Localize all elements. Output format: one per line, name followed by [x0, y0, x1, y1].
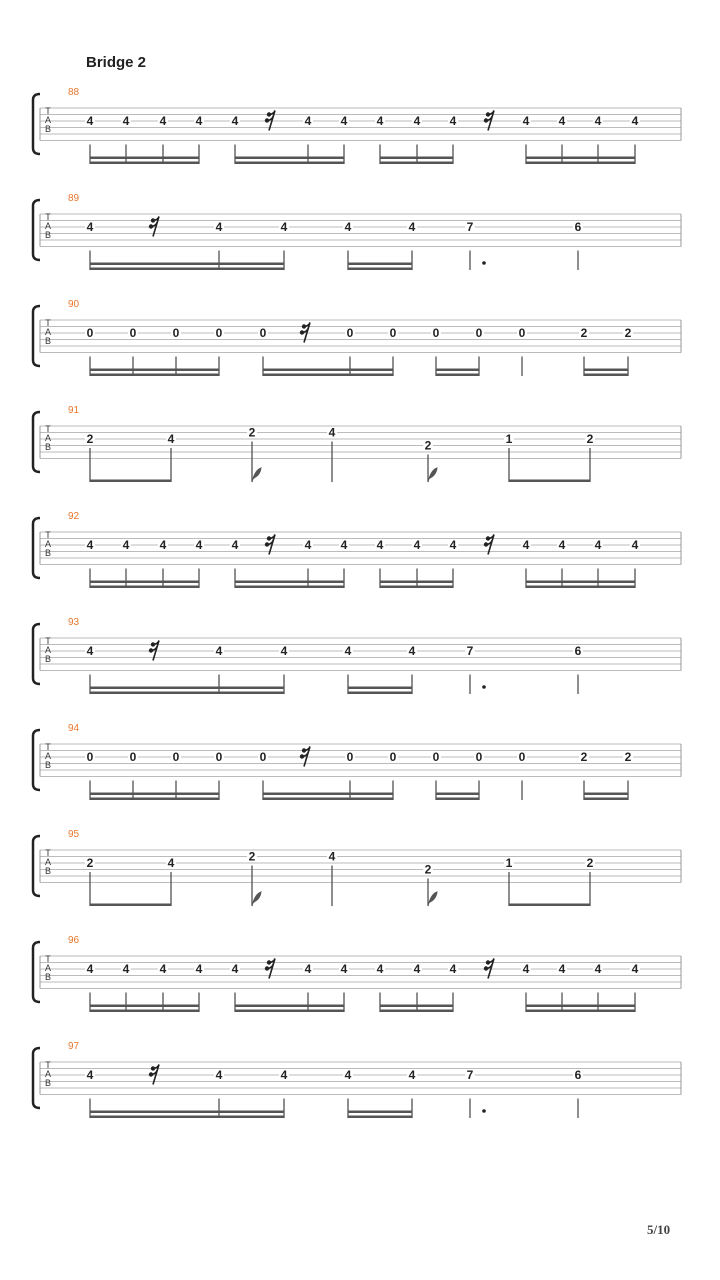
fret-number: 4	[280, 644, 288, 658]
note-beam	[90, 586, 199, 589]
tab-clef-letter: B	[44, 654, 52, 664]
fret-number: 0	[172, 750, 180, 764]
system-bracket	[33, 518, 40, 578]
note-beam	[509, 480, 590, 483]
note-beam	[348, 1111, 412, 1114]
system-bracket	[33, 836, 40, 896]
fret-number: 4	[231, 114, 239, 128]
fret-number: 6	[574, 644, 582, 658]
measure-97	[33, 1041, 681, 1118]
note-beam	[90, 157, 199, 160]
measure-95	[33, 829, 681, 906]
fret-number: 4	[631, 538, 639, 552]
fret-number: 4	[376, 538, 384, 552]
section-title: Bridge 2	[86, 54, 147, 71]
fret-number: 4	[408, 220, 416, 234]
tab-clef-letter: T	[45, 530, 51, 540]
fret-number: 4	[86, 114, 94, 128]
fret-number: 4	[195, 538, 203, 552]
note-beam	[235, 1010, 344, 1013]
tab-clef-letter: T	[45, 742, 51, 752]
note-beam	[436, 374, 479, 377]
fret-number: 0	[346, 326, 354, 340]
fret-number: 4	[340, 114, 348, 128]
system-bracket	[33, 942, 40, 1002]
fret-number: 2	[424, 862, 432, 877]
measure-number: 92	[68, 511, 80, 522]
note-beam	[235, 162, 344, 165]
tab-clef-letter: T	[45, 212, 51, 222]
measure-89	[33, 193, 681, 270]
note-beam	[380, 1010, 453, 1013]
fret-number: 4	[594, 538, 602, 552]
tab-clef-letter: A	[44, 115, 52, 125]
note-beam	[90, 1111, 284, 1114]
note-beam	[526, 586, 635, 589]
fret-number: 4	[344, 220, 352, 234]
tab-clef-letter: T	[45, 318, 51, 328]
note-beam	[90, 798, 219, 801]
system-bracket	[33, 730, 40, 790]
tab-clef-letter: B	[44, 866, 52, 876]
note-beam	[380, 157, 453, 160]
measure-number: 89	[68, 193, 80, 204]
fret-number: 4	[328, 425, 336, 440]
fret-number: 4	[122, 538, 130, 552]
fret-number: 4	[167, 856, 175, 870]
fret-number: 1	[505, 856, 513, 870]
fret-number: 4	[522, 962, 530, 976]
note-beam	[90, 1005, 199, 1008]
fret-number: 4	[558, 538, 566, 552]
fret-number: 4	[449, 962, 457, 976]
note-beam	[348, 692, 412, 695]
system-bracket	[33, 94, 40, 154]
fret-number: 4	[86, 220, 94, 234]
note-beam	[436, 369, 479, 372]
tab-clef-letter: T	[45, 424, 51, 434]
fret-number: 6	[574, 220, 582, 234]
fret-number: 4	[413, 114, 421, 128]
fret-number: 4	[413, 538, 421, 552]
fret-number: 4	[280, 1068, 288, 1082]
tab-clef-letter: B	[44, 972, 52, 982]
fret-number: 4	[340, 962, 348, 976]
note-beam	[380, 1005, 453, 1008]
measure-88	[33, 87, 681, 164]
note-beam	[263, 369, 393, 372]
note-beam	[509, 904, 590, 907]
fret-number: 4	[522, 538, 530, 552]
note-beam	[90, 1010, 199, 1013]
tab-clef-letter: T	[45, 848, 51, 858]
note-beam	[235, 581, 344, 584]
fret-number: 0	[518, 750, 526, 764]
note-beam	[263, 374, 393, 377]
fret-number: 4	[408, 1068, 416, 1082]
fret-number: 2	[248, 849, 256, 864]
fret-number: 0	[215, 326, 223, 340]
note-beam	[90, 369, 219, 372]
fret-number: 4	[631, 114, 639, 128]
fret-number: 4	[304, 962, 312, 976]
fret-number: 4	[195, 962, 203, 976]
duration-dot	[482, 261, 486, 265]
fret-number: 2	[424, 438, 432, 453]
fret-number: 4	[167, 432, 175, 446]
fret-number: 4	[86, 538, 94, 552]
note-beam	[380, 581, 453, 584]
tab-clef-letter: B	[44, 124, 52, 134]
note-beam	[90, 692, 284, 695]
fret-number: 0	[86, 326, 94, 340]
measure-94	[33, 723, 681, 800]
measure-92	[33, 511, 681, 588]
fret-number: 4	[558, 962, 566, 976]
tab-clef-letter: T	[45, 106, 51, 116]
note-beam	[235, 1005, 344, 1008]
tab-clef-letter: A	[44, 327, 52, 337]
measure-number: 97	[68, 1041, 80, 1052]
fret-number: 4	[159, 114, 167, 128]
tab-clef-letter: B	[44, 442, 52, 452]
fret-number: 0	[259, 326, 267, 340]
fret-number: 4	[231, 962, 239, 976]
fret-number: 0	[475, 750, 483, 764]
note-beam	[584, 369, 628, 372]
note-beam	[90, 268, 284, 271]
duration-dot	[482, 1109, 486, 1113]
measure-number: 91	[68, 405, 80, 416]
note-beam	[584, 793, 628, 796]
note-beam	[90, 263, 284, 266]
note-beam	[90, 687, 284, 690]
tab-clef-letter: B	[44, 336, 52, 346]
fret-number: 4	[449, 538, 457, 552]
system-bracket	[33, 624, 40, 684]
fret-number: 4	[304, 538, 312, 552]
fret-number: 0	[475, 326, 483, 340]
note-beam	[584, 798, 628, 801]
measure-number: 88	[68, 87, 80, 98]
tab-clef-letter: B	[44, 1078, 52, 1088]
note-flag	[252, 892, 261, 906]
fret-number: 4	[413, 962, 421, 976]
note-beam	[235, 586, 344, 589]
tab-clef-letter: T	[45, 954, 51, 964]
fret-number: 4	[159, 538, 167, 552]
fret-number: 4	[231, 538, 239, 552]
tab-clef-letter: A	[44, 645, 52, 655]
measure-number: 93	[68, 617, 80, 628]
note-beam	[90, 904, 171, 907]
fret-number: 2	[586, 856, 594, 870]
fret-number: 4	[522, 114, 530, 128]
fret-number: 4	[344, 1068, 352, 1082]
fret-number: 0	[129, 750, 137, 764]
fret-number: 2	[624, 750, 632, 764]
tab-clef-letter: A	[44, 751, 52, 761]
fret-number: 0	[259, 750, 267, 764]
fret-number: 4	[631, 962, 639, 976]
measure-number: 95	[68, 829, 80, 840]
fret-number: 4	[376, 114, 384, 128]
note-beam	[90, 793, 219, 796]
note-beam	[348, 687, 412, 690]
note-beam	[348, 263, 412, 266]
tab-clef-letter: A	[44, 221, 52, 231]
measure-91	[33, 405, 681, 482]
tab-clef-letter: A	[44, 857, 52, 867]
note-beam	[90, 374, 219, 377]
fret-number: 4	[340, 538, 348, 552]
fret-number: 2	[86, 432, 94, 446]
fret-number: 0	[432, 750, 440, 764]
tab-clef-letter: T	[45, 1060, 51, 1070]
measure-number: 90	[68, 299, 80, 310]
tab-clef-letter: A	[44, 963, 52, 973]
fret-number: 7	[466, 220, 474, 234]
note-beam	[436, 798, 479, 801]
measure-90	[33, 299, 681, 376]
fret-number: 4	[376, 962, 384, 976]
fret-number: 2	[580, 326, 588, 340]
fret-number: 0	[518, 326, 526, 340]
fret-number: 4	[594, 962, 602, 976]
note-beam	[90, 480, 171, 483]
note-beam	[90, 581, 199, 584]
system-bracket	[33, 412, 40, 472]
measure-number: 96	[68, 935, 80, 946]
fret-number: 0	[389, 326, 397, 340]
fret-number: 0	[432, 326, 440, 340]
measure-93	[33, 617, 681, 694]
tab-clef-letter: T	[45, 636, 51, 646]
fret-number: 4	[86, 1068, 94, 1082]
fret-number: 4	[215, 644, 223, 658]
page-number: 5/10	[647, 1222, 671, 1237]
note-flag	[428, 892, 437, 906]
fret-number: 2	[248, 425, 256, 440]
fret-number: 4	[215, 1068, 223, 1082]
note-beam	[436, 793, 479, 796]
note-beam	[380, 162, 453, 165]
note-beam	[584, 374, 628, 377]
fret-number: 2	[86, 856, 94, 870]
note-beam	[263, 798, 393, 801]
measure-number: 94	[68, 723, 80, 734]
note-beam	[90, 1116, 284, 1119]
system-bracket	[33, 306, 40, 366]
fret-number: 4	[594, 114, 602, 128]
fret-number: 0	[389, 750, 397, 764]
note-beam	[348, 1116, 412, 1119]
note-beam	[526, 1010, 635, 1013]
fret-number: 4	[195, 114, 203, 128]
fret-number: 4	[280, 220, 288, 234]
fret-number: 7	[466, 1068, 474, 1082]
note-beam	[526, 162, 635, 165]
duration-dot	[482, 685, 486, 689]
fret-number: 2	[586, 432, 594, 446]
fret-number: 1	[505, 432, 513, 446]
tab-clef-letter: B	[44, 760, 52, 770]
system-bracket	[33, 1048, 40, 1108]
note-beam	[263, 793, 393, 796]
note-beam	[90, 162, 199, 165]
note-beam	[235, 157, 344, 160]
fret-number: 4	[449, 114, 457, 128]
note-beam	[526, 581, 635, 584]
note-beam	[348, 268, 412, 271]
note-flag	[428, 468, 437, 482]
fret-number: 6	[574, 1068, 582, 1082]
fret-number: 0	[346, 750, 354, 764]
measure-96	[33, 935, 681, 1012]
tab-clef-letter: A	[44, 539, 52, 549]
note-beam	[526, 1005, 635, 1008]
tab-clef-letter: A	[44, 1069, 52, 1079]
note-beam	[526, 157, 635, 160]
fret-number: 4	[328, 849, 336, 864]
fret-number: 4	[344, 644, 352, 658]
fret-number: 4	[86, 962, 94, 976]
note-flag	[252, 468, 261, 482]
fret-number: 0	[215, 750, 223, 764]
tab-clef-letter: B	[44, 230, 52, 240]
tab-clef-letter: B	[44, 548, 52, 558]
fret-number: 4	[215, 220, 223, 234]
fret-number: 0	[129, 326, 137, 340]
fret-number: 7	[466, 644, 474, 658]
fret-number: 4	[159, 962, 167, 976]
fret-number: 2	[624, 326, 632, 340]
fret-number: 0	[172, 326, 180, 340]
note-beam	[380, 586, 453, 589]
fret-number: 4	[304, 114, 312, 128]
fret-number: 4	[86, 644, 94, 658]
fret-number: 4	[122, 114, 130, 128]
system-bracket	[33, 200, 40, 260]
tab-clef-letter: A	[44, 433, 52, 443]
fret-number: 4	[558, 114, 566, 128]
fret-number: 4	[122, 962, 130, 976]
fret-number: 2	[580, 750, 588, 764]
fret-number: 4	[408, 644, 416, 658]
fret-number: 0	[86, 750, 94, 764]
